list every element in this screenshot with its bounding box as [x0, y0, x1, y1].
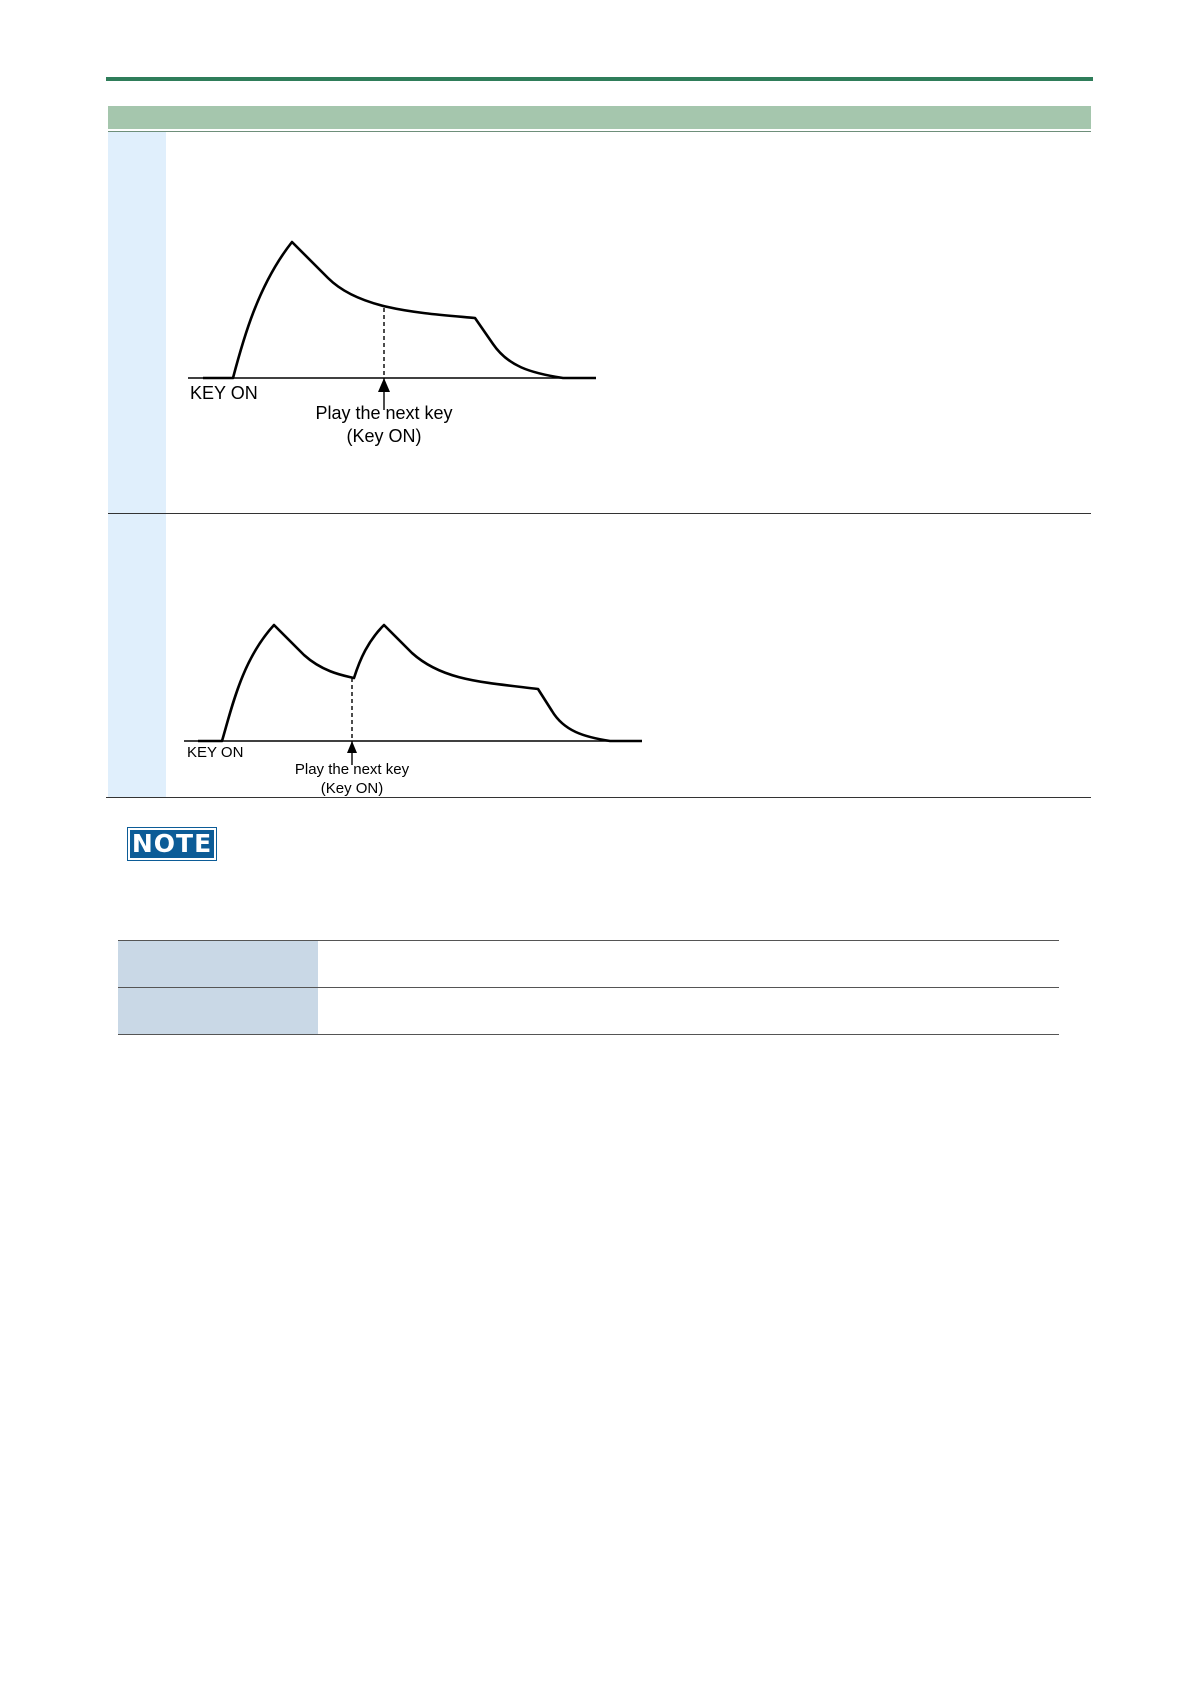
- arrow-up-icon: [378, 378, 390, 392]
- envelope-curve: [198, 625, 642, 741]
- table-row-label-cell: [118, 988, 318, 1034]
- next-key-sublabel: (Key ON): [320, 780, 384, 797]
- arrow-up-icon: [347, 741, 357, 753]
- table-row-label-cell: [118, 941, 318, 987]
- top-rule: [106, 77, 1093, 81]
- envelope-diagram-retrigger: [180, 615, 660, 800]
- key-on-label: KEY ON: [187, 744, 244, 761]
- row-divider-1: [108, 513, 1091, 514]
- envelope-curve: [203, 242, 596, 378]
- table-header: [108, 106, 1091, 129]
- next-key-label: Play the next key: [294, 761, 410, 778]
- envelope-diagram-single: [180, 230, 610, 450]
- table-row: [118, 987, 1059, 1035]
- table-row: [118, 940, 1059, 987]
- next-key-label: Play the next key: [315, 403, 453, 423]
- side-cell-row-1: [108, 132, 166, 513]
- side-cell-row-2: [108, 514, 166, 797]
- next-key-sublabel: (Key ON): [346, 426, 422, 446]
- key-on-label: KEY ON: [190, 383, 258, 403]
- note-icon: NOTE: [128, 828, 216, 860]
- info-table: [118, 940, 1059, 1035]
- header-underline: [108, 131, 1091, 132]
